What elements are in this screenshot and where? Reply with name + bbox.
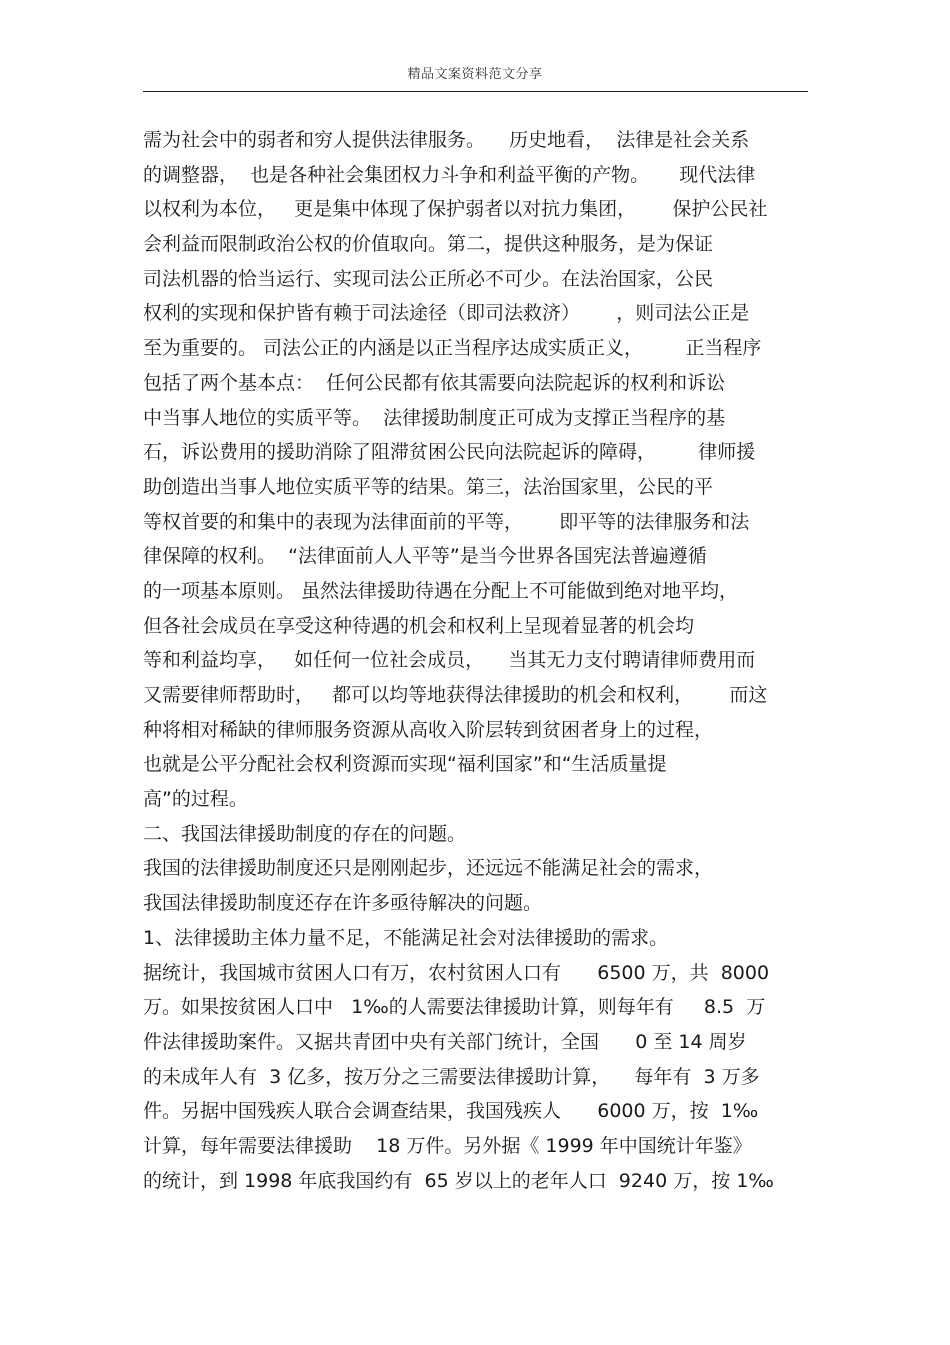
text-line: 件法律援助案件。又据共青团中央有关部门统计，全国 0 至 14 周岁	[143, 1030, 747, 1053]
text-line: 的一项基本原则。 虽然法律援助待遇在分配上不可能做到绝对地平均，	[143, 579, 739, 602]
text-line: 的统计，到 1998 年底我国约有 65 岁以上的老年人口 9240 万，按 1‰	[143, 1169, 774, 1192]
text-line: 高”的过程。	[143, 788, 248, 811]
text-line: 据统计，我国城市贫困人口有万，农村贫困人口有 6500 万，共 8000	[143, 961, 770, 984]
text-line: 司法机器的恰当运行、实现司法公正所必不可少。在法治国家，公民	[143, 267, 714, 290]
text-line: 至为重要的。 司法公正的内涵是以正当程序达成实质正义， 正当程序	[143, 337, 762, 360]
text-line: 律保障的权利。 “法律面前人人平等”是当今世界各国宪法普遍遵循	[143, 545, 707, 568]
text-line: 以权利为本位， 更是集中体现了保护弱者以对抗力集团， 保护公民社	[143, 198, 768, 221]
section-heading: 二、我国法律援助制度的存在的问题。	[143, 822, 467, 845]
text-line: 会利益而限制政治公权的价值取向。第二，提供这种服务，是为保证	[143, 233, 714, 256]
text-line: 件。另据中国残疾人联合会调查结果，我国残疾人 6000 万，按 1‰	[143, 1100, 759, 1123]
text-line: 计算，每年需要法律援助 18 万件。另外据《 1999 年中国统计年鉴》	[143, 1134, 752, 1157]
text-line: 的调整器， 也是各种社会集团权力斗争和利益平衡的产物。 现代法律	[143, 163, 756, 186]
text-line: 的未成年人有 3 亿多，按万分之三需要法律援助计算， 每年有 3 万多	[143, 1065, 760, 1088]
text-line: 等权首要的和集中的表现为法律面前的平等， 即平等的法律服务和法	[143, 510, 750, 533]
text-line: 权利的实现和保护皆有赖于司法途径（即司法救济） ，则司法公正是	[143, 302, 750, 325]
text-line: 包括了两个基本点： 任何公民都有依其需要向法院起诉的权利和诉讼	[143, 371, 726, 394]
text-line: 也就是公平分配社会权利资源而实现“福利国家”和“生活质量提	[143, 753, 667, 776]
subsection-heading: 1、法律援助主体力量不足，不能满足社会对法律援助的需求。	[143, 926, 669, 949]
text-line: 石，诉讼费用的援助消除了阻滞贫困公民向法院起诉的障碍， 律师援	[143, 441, 756, 464]
text-line: 中当事人地位的实质平等。 法律援助制度正可成为支撑正当程序的基	[143, 406, 726, 429]
text-line: 种将相对稀缺的律师服务资源从高收入阶层转到贫困者身上的过程，	[143, 718, 714, 741]
text-line: 我国法律援助制度还存在许多亟待解决的问题。	[143, 892, 543, 915]
text-line: 需为社会中的弱者和穷人提供法律服务。 历史地看， 法律是社会关系	[143, 129, 750, 151]
text-line: 但各社会成员在享受这种待遇的机会和权利上呈现着显著的机会均	[143, 614, 695, 637]
text-line: 又需要律师帮助时， 都可以均等地获得法律援助的机会和权利， 而这	[143, 684, 768, 706]
text-line: 万。如果按贫困人口中 1‰的人需要法律援助计算，则每年有 8.5 万	[143, 996, 766, 1019]
body-text	[143, 123, 813, 1198]
text-line: 等和利益均享， 如任何一位社会成员， 当其无力支付聘请律师费用而	[143, 649, 756, 672]
page-header: 精品文案资料范文分享	[407, 67, 543, 82]
header-divider	[143, 91, 808, 92]
text-line: 助创造出当事人地位实质平等的结果。第三，法治国家里，公民的平	[143, 475, 714, 498]
text-line: 我国的法律援助制度还只是刚刚起步，还远远不能满足社会的需求，	[143, 857, 714, 880]
